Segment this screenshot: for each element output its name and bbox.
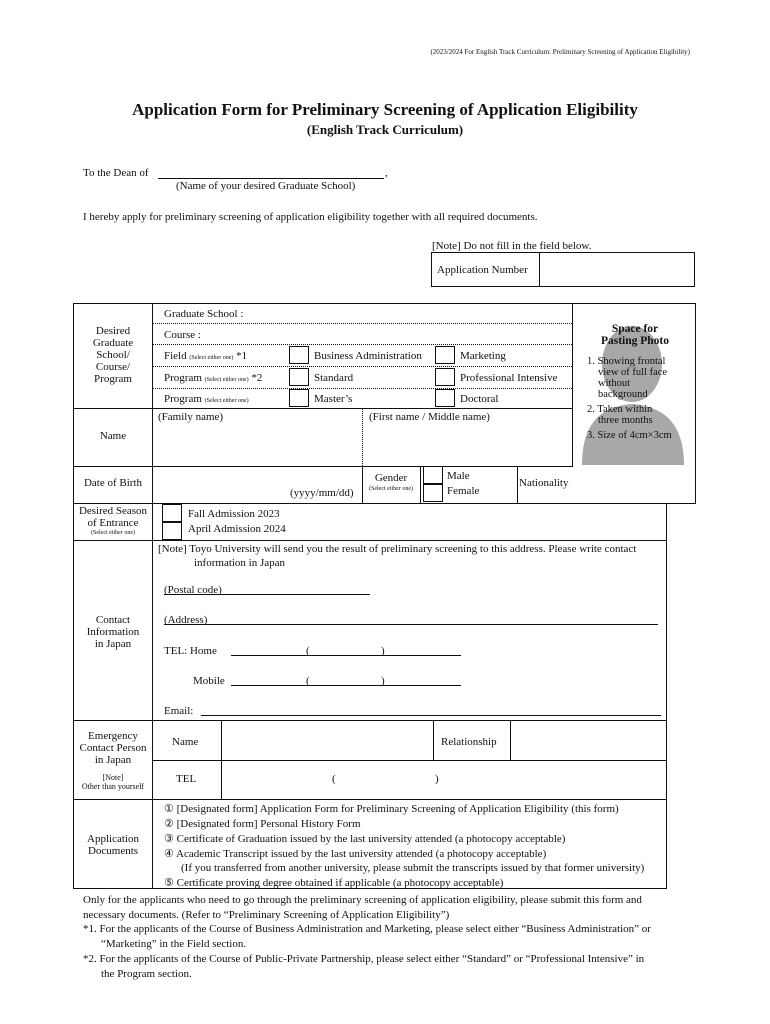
program-masters-checkbox[interactable]: [289, 389, 309, 407]
graduate-school-label: Graduate School :: [164, 308, 244, 320]
program-standard-checkbox[interactable]: [289, 368, 309, 386]
program-professional-checkbox[interactable]: [435, 368, 455, 386]
header-note: (2023/2024 For English Track Curriculum: Preliminary Screening of Application Eligibility): [430, 48, 690, 56]
address-label: (Address): [164, 614, 208, 626]
form-title: Application Form for Preliminary Screening of Application Eligibility: [132, 100, 638, 119]
document-item-2: ② [Designated form] Personal History Form: [164, 818, 361, 830]
dob-label: Date of Birth: [83, 477, 143, 489]
emergency-tel-paren-close: ): [435, 773, 439, 785]
emergency-label: Emergency Contact Person in Japan: [79, 730, 147, 766]
field-business-checkbox[interactable]: [289, 346, 309, 364]
desired-label: Desired Graduate School/ Course/ Program: [92, 325, 134, 385]
emergency-name-field[interactable]: [223, 722, 431, 758]
note-do-not-fill: [Note] Do not fill in the field below.: [432, 240, 592, 252]
footer-line-6: the Program section.: [101, 968, 192, 980]
field-marketing-checkbox[interactable]: [435, 346, 455, 364]
program-professional-label: Professional Intensive: [460, 372, 558, 384]
document-item-5: ⑤ Certificate proving degree obtained if applicable (a photocopy acceptable): [164, 877, 504, 889]
season-april-checkbox[interactable]: [162, 522, 182, 540]
footer-line-4: “Marketing” in the Field section.: [101, 938, 247, 950]
photo-req-2: 2. Taken within three months: [587, 404, 653, 426]
document-item-1: ① [Designated form] Application Form for Preliminary Screening of Application Eligibility (this form): [164, 803, 619, 815]
footer-line-2: necessary documents. (Refer to “Preliminary Screening of Application Eligibility”): [83, 909, 450, 921]
family-name-field[interactable]: [154, 424, 360, 464]
gender-label: Gender (Select either one): [369, 472, 413, 492]
program-doctoral-label: Doctoral: [460, 393, 499, 405]
emergency-tel-label: TEL: [176, 773, 197, 785]
contact-note-1: [Note] Toyo University will send you the result of preliminary screening to this address. Please write contact: [158, 543, 637, 555]
document-item-3: ③ Certificate of Graduation issued by the last university attended (a photocopy acceptable): [164, 833, 566, 845]
relationship-label: Relationship: [441, 736, 497, 748]
photo-req-3: 3. Size of 4cm×3cm: [587, 430, 672, 441]
postal-field[interactable]: [164, 583, 370, 595]
season-fall-label: Fall Admission 2023: [188, 508, 280, 520]
postal-label: (Postal code): [164, 584, 222, 596]
mobile-field[interactable]: [231, 674, 461, 686]
gender-female-label: Female: [447, 485, 480, 497]
program1-label: Program (Select either one) *2: [164, 372, 263, 384]
footer-line-1: Only for the applicants who need to go through the preliminary screening of application eligibility, please submit this form and: [83, 894, 642, 906]
tel-home-label: TEL: Home: [164, 645, 217, 657]
tel-home-paren-close: ): [381, 645, 385, 657]
program-standard-label: Standard: [314, 372, 354, 384]
gender-male-label: Male: [447, 470, 470, 482]
season-label: Desired Season of Entrance (Select either one): [78, 505, 148, 536]
address-field[interactable]: [164, 613, 658, 625]
program-doctoral-checkbox[interactable]: [435, 389, 455, 407]
email-field[interactable]: [201, 704, 661, 716]
first-name-caption: (First name / Middle name): [369, 411, 490, 423]
photo-title: Space for Pasting Photo: [600, 323, 670, 347]
document-item-4: ④ Academic Transcript issued by the last university attended (a photocopy acceptable): [164, 848, 547, 860]
program-masters-label: Master’s: [314, 393, 353, 405]
mobile-label: Mobile: [193, 675, 225, 687]
application-number-label: Application Number: [437, 264, 528, 276]
dean-school-field[interactable]: [158, 166, 384, 179]
course-label: Course :: [164, 329, 201, 341]
photo-req-1: 1. Showing frontal view of full face without background: [587, 356, 668, 400]
emergency-tel-field[interactable]: [223, 762, 663, 797]
first-name-field[interactable]: [364, 424, 570, 464]
gender-female-checkbox[interactable]: [423, 484, 443, 502]
name-label: Name: [99, 430, 127, 442]
emergency-name-label: Name: [172, 736, 199, 748]
documents-label: Application Documents: [87, 833, 139, 857]
footer-line-5: *2. For the applicants of the Course of Public-Private Partnership, please select either “Standard” or “Professional Intensive” in: [83, 953, 645, 965]
dob-format: (yyyy/mm/dd): [290, 487, 354, 499]
contact-label: Contact Information in Japan: [86, 614, 140, 650]
form-subtitle: (English Track Curriculum): [306, 122, 464, 137]
nationality-field[interactable]: [576, 468, 694, 502]
relationship-field[interactable]: [512, 722, 664, 758]
to-dean-comma: ,: [385, 167, 388, 179]
mobile-paren-open: (: [306, 675, 310, 687]
emergency-note: [Note] Other than yourself: [81, 773, 145, 791]
field-business-label: Business Administration: [314, 350, 422, 362]
document-item-4-note: (If you transferred from another university, please submit the transcripts issued by that former university): [181, 862, 645, 874]
gender-male-checkbox[interactable]: [423, 466, 443, 484]
dean-school-caption: (Name of your desired Graduate School): [176, 180, 356, 192]
mobile-paren-close: ): [381, 675, 385, 687]
field-marketing-label: Marketing: [460, 350, 506, 362]
contact-note-2: information in Japan: [194, 557, 286, 569]
emergency-tel-paren-open: (: [332, 773, 336, 785]
program2-label: Program (Select either one): [164, 393, 249, 405]
tel-home-field[interactable]: [231, 644, 461, 656]
to-dean-label: To the Dean of: [83, 167, 149, 179]
email-label: Email:: [164, 705, 194, 717]
field-label: Field (Select either one) *1: [164, 350, 248, 362]
family-name-caption: (Family name): [158, 411, 224, 423]
season-april-label: April Admission 2024: [188, 523, 286, 535]
nationality-label: Nationality: [519, 477, 569, 489]
declaration-text: I hereby apply for preliminary screening of application eligibility together with all required documents.: [83, 211, 538, 223]
tel-home-paren-open: (: [306, 645, 310, 657]
season-fall-checkbox[interactable]: [162, 504, 182, 522]
footer-line-3: *1. For the applicants of the Course of Business Administration and Marketing, please select either “Business Administration” or: [83, 923, 651, 935]
